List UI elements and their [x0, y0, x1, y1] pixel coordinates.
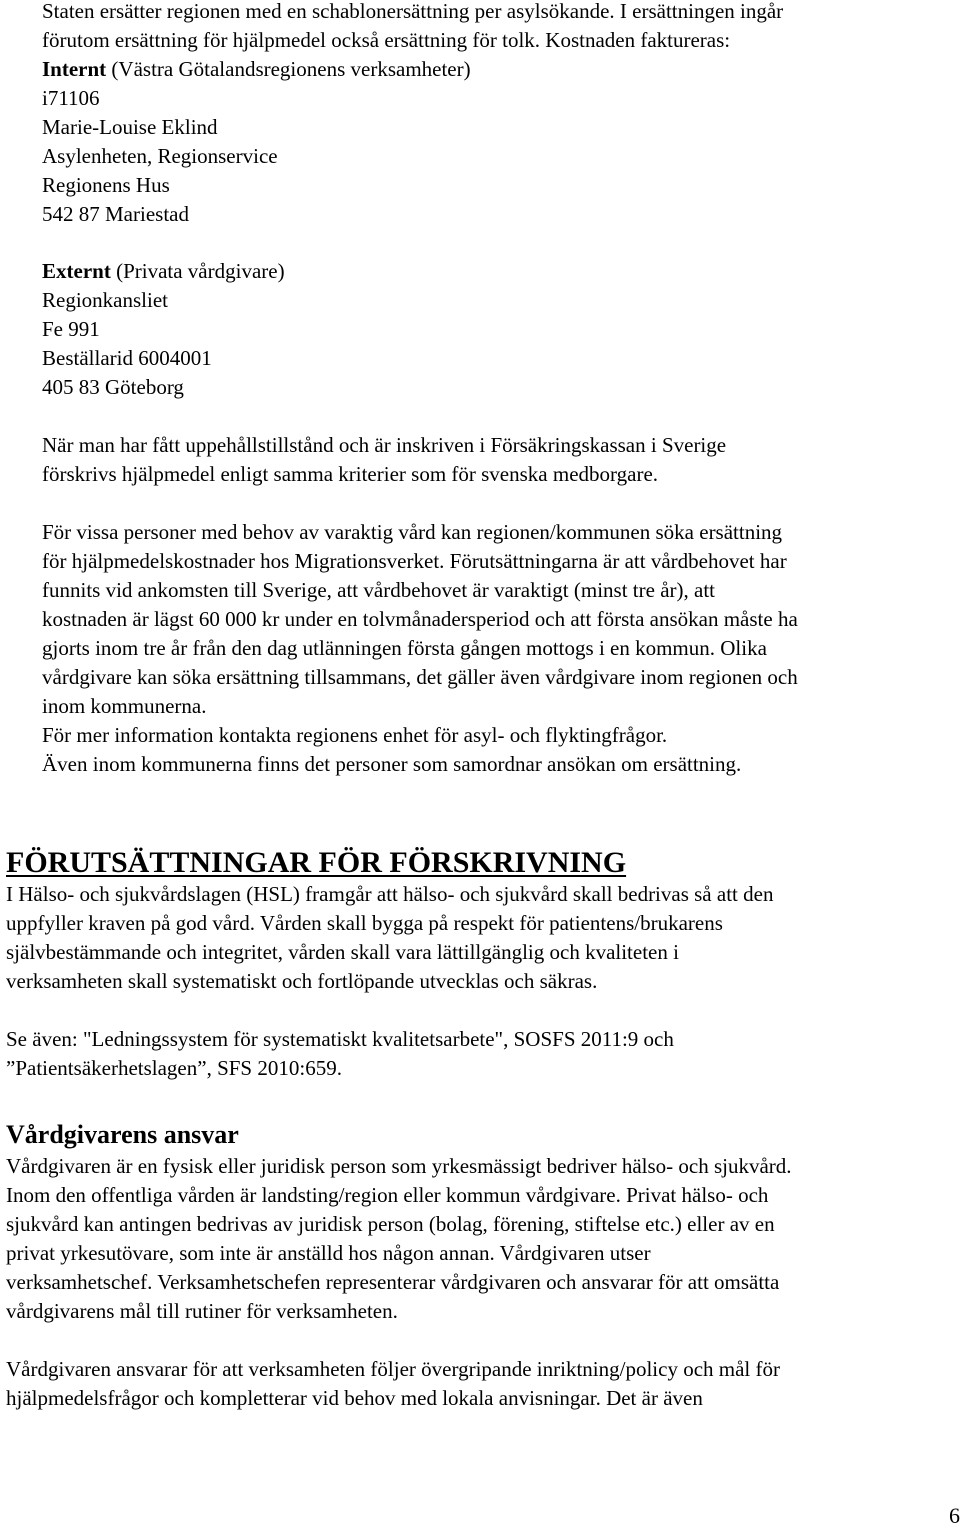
address-line: Regionens Hus: [42, 173, 170, 197]
text-line: gjorts inom tre år från den dag utlänningen första gången mottogs i en kommun. Olika: [42, 636, 767, 660]
text-line: Staten ersätter regionen med en schablonersättning per asylsökande. I ersättningen ingår: [42, 0, 784, 23]
text-line: förutom ersättning för hjälpmedel också ersättning för tolk. Kostnaden faktureras:: [42, 28, 731, 52]
external-label: Externt: [42, 259, 111, 283]
text-line: I Hälso- och sjukvårdslagen (HSL) framgår att hälso- och sjukvård skall bedrivas så att den: [6, 882, 774, 906]
section-heading: FÖRUTSÄTTNINGAR FÖR FÖRSKRIVNING: [6, 846, 627, 879]
text-line: sjukvård kan antingen bedrivas av juridisk person (bolag, förening, stiftelse etc.) eller av en: [6, 1212, 775, 1236]
internal-heading-line: [42, 55, 960, 84]
text-line: vårdgivare kan söka ersättning tillsammans, det gäller även vårdgivare inom regionen och: [42, 665, 798, 689]
address-line: i71106: [42, 86, 100, 110]
address-line: 542 87 Mariestad: [42, 202, 189, 226]
address-line: Asylenheten, Regionservice: [42, 144, 278, 168]
text-line: självbestämmande och integritet, vården skall vara lättillgänglig och kvaliteten i: [6, 940, 679, 964]
intro-paragraph: [42, 0, 960, 55]
policy-paragraph: [6, 1355, 960, 1413]
text-line: När man har fått uppehållstillstånd och är inskriven i Försäkringskassan i Sverige: [42, 433, 727, 457]
address-line: 405 83 Göteborg: [42, 375, 184, 399]
external-label-suffix: (Privata vårdgivare): [110, 259, 285, 283]
text-line: inom kommunerna.: [42, 694, 207, 718]
text-line: Vårdgivaren ansvarar för att verksamheten följer övergripande inriktning/policy och mål för: [6, 1357, 780, 1381]
address-line: Marie-Louise Eklind: [42, 115, 218, 139]
compensation-paragraph: [42, 518, 960, 779]
text-line: ”Patientsäkerhetslagen”, SFS 2010:659.: [6, 1056, 342, 1080]
text-line: funnits vid ankomsten till Sverige, att vårdbehovet är varaktigt (minst tre år), att: [42, 578, 715, 602]
text-line: privat yrkesutövare, som inte är anställd hos någon annan. Vårdgivaren utser: [6, 1241, 651, 1265]
hsl-paragraph: [6, 880, 960, 996]
text-line: förskrivs hjälpmedel enligt samma kriterier som för svenska medborgare.: [42, 462, 659, 486]
text-line: Se även: "Ledningssystem för systematiskt kvalitetsarbete", SOSFS 2011:9 och: [6, 1027, 674, 1051]
address-line: Regionkansliet: [42, 288, 168, 312]
text-line: kostnaden är lägst 60 000 kr under en tolvmånadersperiod och att första ansökan måste ha: [42, 607, 798, 631]
text-line: för hjälpmedelskostnader hos Migrationsverket. Förutsättningarna är att vårdbehovet har: [42, 549, 787, 573]
caregiver-subheading: Vårdgivarens ansvar: [6, 1120, 239, 1149]
text-line: Inom den offentliga vården är landsting/region eller kommun vårdgivare. Privat hälso- och: [6, 1183, 769, 1207]
text-line: För vissa personer med behov av varaktig vård kan regionen/kommunen söka ersättning: [42, 520, 783, 544]
text-line: uppfyller kraven på god vård. Vården skall bygga på respekt för patientens/brukarens: [6, 911, 723, 935]
text-line: Även inom kommunerna finns det personer som samordnar ansökan om ersättning.: [42, 752, 742, 776]
see-also-paragraph: [6, 1025, 960, 1083]
internal-label-suffix: (Västra Götalandsregionens verksamheter): [106, 57, 471, 81]
internal-address-block: [42, 55, 960, 229]
page-number: 6: [949, 1503, 960, 1528]
text-line: verksamhetschef. Verksamhetschefen representerar vårdgivaren och ansvarar för att omsätta: [6, 1270, 780, 1294]
external-address-block: [42, 257, 960, 402]
external-heading-line: [42, 257, 960, 286]
text-line: hjälpmedelsfrågor och kompletterar vid behov med lokala anvisningar. Det är även: [6, 1386, 703, 1410]
text-line: För mer information kontakta regionens enhet för asyl- och flyktingfrågor.: [42, 723, 668, 747]
text-line: verksamheten skall systematiskt och fortlöpande utvecklas och säkras.: [6, 969, 598, 993]
address-line: Beställarid 6004001: [42, 346, 212, 370]
residence-paragraph: [42, 431, 960, 489]
caregiver-paragraph: [6, 1152, 960, 1326]
internal-label: Internt: [42, 57, 107, 81]
address-line: Fe 991: [42, 317, 100, 341]
text-line: Vårdgivaren är en fysisk eller juridisk person som yrkesmässigt bedriver hälso- och sjukvård.: [6, 1154, 792, 1178]
text-line: vårdgivarens mål till rutiner för verksamheten.: [6, 1299, 398, 1323]
